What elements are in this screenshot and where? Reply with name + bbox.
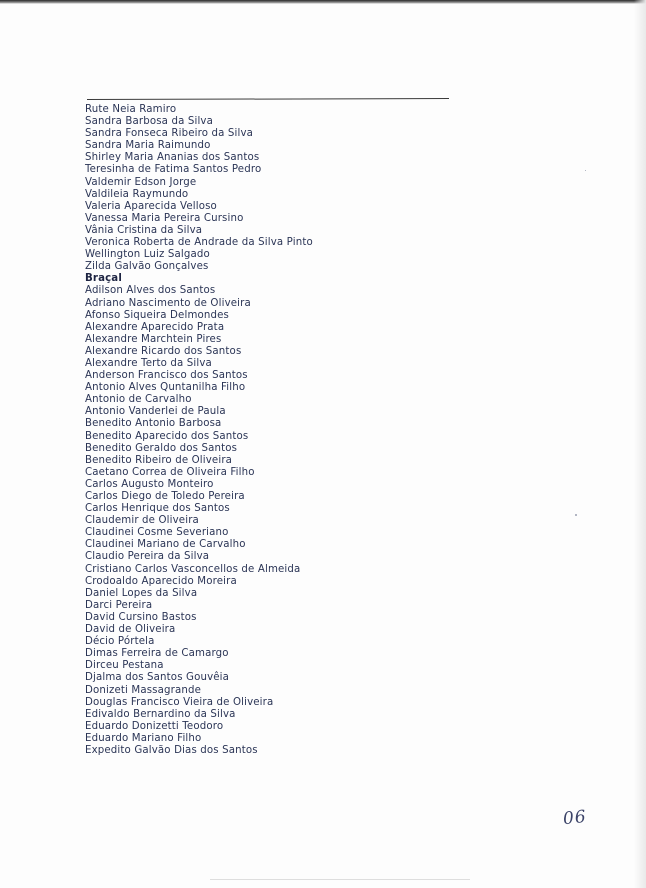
name-entry: Benedito Aparecido dos Santos bbox=[85, 430, 249, 442]
name-entry: Vanessa Maria Pereira Cursino bbox=[85, 212, 244, 224]
name-entry: Carlos Henrique dos Santos bbox=[85, 503, 230, 515]
name-entry: Eduardo Mariano Filho bbox=[85, 732, 202, 744]
scan-speck bbox=[575, 514, 577, 516]
name-entry: Daniel Lopes da Silva bbox=[85, 587, 198, 599]
name-entry: Alexandre Ricardo dos Santos bbox=[85, 345, 242, 357]
name-entry: Benedito Geraldo dos Santos bbox=[85, 442, 238, 454]
name-entry: Anderson Francisco dos Santos bbox=[85, 370, 248, 382]
scan-speck bbox=[585, 170, 586, 171]
name-entry: Valdileia Raymundo bbox=[85, 188, 189, 200]
name-entry: Vânia Cristina da Silva bbox=[85, 224, 203, 236]
name-entry: Carlos Diego de Toledo Pereira bbox=[85, 491, 245, 502]
name-entry: Antonio Vanderlei de Paula bbox=[85, 406, 226, 418]
name-entry: Dimas Ferreira de Camargo bbox=[85, 648, 229, 660]
name-entry: Sandra Barbosa da Silva bbox=[85, 116, 214, 128]
scan-top-edge bbox=[0, 0, 646, 4]
name-entry: Cristiano Carlos Vasconcellos de Almeida bbox=[85, 563, 301, 575]
name-entry: David Cursino Bastos bbox=[85, 611, 197, 623]
name-entry: Benedito Ribeiro de Oliveira bbox=[85, 454, 233, 466]
name-entry: Afonso Siqueira Delmondes bbox=[85, 309, 229, 321]
name-entry: Rute Neia Ramiro bbox=[85, 104, 177, 115]
name-entry: Claudio Pereira da Silva bbox=[85, 551, 210, 563]
name-entry: Claudinei Cosme Severiano bbox=[85, 527, 229, 539]
name-entry: Adriano Nascimento de Oliveira bbox=[85, 297, 251, 309]
name-entry: Zilda Galvão Gonçalves bbox=[85, 261, 209, 273]
name-entry: Crodoaldo Aparecido Moreira bbox=[85, 575, 237, 587]
name-entry: Antonio de Carvalho bbox=[85, 394, 192, 406]
name-entry: David de Oliveira bbox=[85, 624, 176, 636]
scan-right-edge bbox=[634, 0, 646, 888]
name-entry: Dirceu Pestana bbox=[85, 660, 164, 672]
name-entry: Veronica Roberta de Andrade da Silva Pinto bbox=[85, 237, 313, 249]
name-entry: Wellington Luiz Salgado bbox=[85, 249, 210, 261]
name-entry: Darci Pereira bbox=[85, 599, 153, 611]
name-entry: Décio Pórtela bbox=[85, 636, 155, 648]
name-entry: Caetano Correa de Oliveira Filho bbox=[85, 466, 255, 478]
section-heading: Braçal bbox=[85, 273, 122, 285]
name-entry: Carlos Augusto Monteiro bbox=[85, 478, 214, 490]
name-entry: Expedito Galvão Dias dos Santos bbox=[85, 744, 258, 756]
name-entry: Benedito Antonio Barbosa bbox=[85, 418, 222, 430]
name-entry: Sandra Fonseca Ribeiro da Silva bbox=[85, 128, 254, 140]
name-entry: Edivaldo Bernardino da Silva bbox=[85, 708, 236, 720]
scan-bottom-line bbox=[210, 879, 470, 880]
name-entry: Valdemir Edson Jorge bbox=[85, 176, 197, 188]
name-entry: Teresinha de Fatima Santos Pedro bbox=[85, 164, 262, 176]
name-entry: Valeria Aparecida Velloso bbox=[85, 200, 217, 212]
handwritten-page-number: 06 bbox=[562, 806, 588, 830]
name-entry: Alexandre Aparecido Prata bbox=[85, 321, 225, 333]
name-entry: Donizeti Massagrande bbox=[85, 684, 202, 696]
name-entry: Shirley Maria Ananias dos Santos bbox=[85, 152, 260, 164]
name-entry: Claudemir de Oliveira bbox=[85, 515, 199, 527]
name-entry: Antonio Alves Quntanilha Filho bbox=[85, 382, 246, 394]
name-entry: Sandra Maria Raimundo bbox=[85, 140, 211, 152]
name-entry: Douglas Francisco Vieira de Oliveira bbox=[85, 696, 274, 708]
name-entry: Alexandre Marchtein Pires bbox=[85, 333, 222, 345]
name-entry: Claudinei Mariano de Carvalho bbox=[85, 539, 246, 551]
name-entry: Alexandre Terto da Silva bbox=[85, 357, 212, 369]
name-list bbox=[85, 104, 313, 757]
name-entry: Adilson Alves dos Santos bbox=[85, 285, 216, 297]
header-rule bbox=[87, 98, 449, 100]
name-entry: Eduardo Donizetti Teodoro bbox=[85, 720, 224, 732]
name-entry: Djalma dos Santos Gouvêia bbox=[85, 672, 230, 684]
